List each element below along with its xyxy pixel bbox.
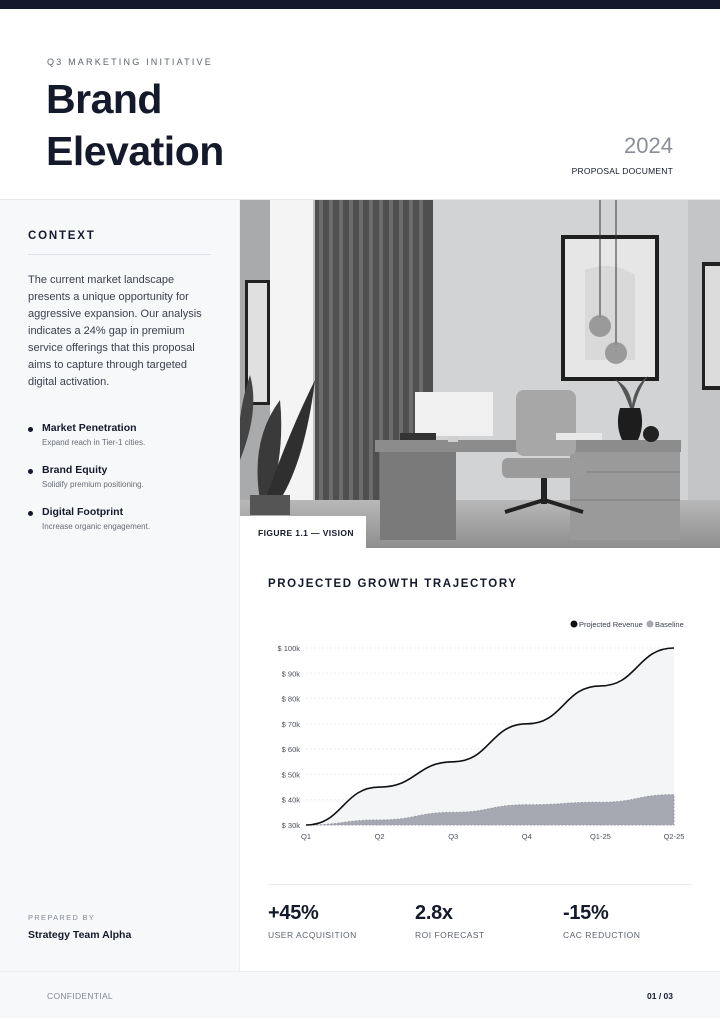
office-photo: [240, 200, 720, 548]
x-tick-label: Q2: [374, 832, 385, 841]
metric-value: +45%: [268, 902, 319, 924]
bullet-title: Brand Equity: [42, 464, 108, 476]
metric-value: 2.8x: [415, 902, 453, 924]
context-paragraph: The current market landscape presents a unique opportunity for aggressive expansion. Our analysis indicates a 24% gap in premium service offerings that this proposal aims to capture through targeted digital activation.: [28, 274, 202, 388]
bullet-subtitle: Solidify premium positioning.: [42, 480, 144, 489]
bullet-dot-icon: [28, 427, 33, 432]
x-tick-label: Q4: [521, 832, 532, 841]
y-tick-label: $ 100k: [277, 644, 300, 653]
document-header: [0, 9, 720, 200]
page-footer: [0, 971, 720, 1018]
metric-card: [268, 902, 357, 940]
metric-label: ROI FORECAST: [415, 930, 485, 940]
confidential-label: CONFIDENTIAL: [47, 991, 113, 1001]
figure-caption-box: [240, 516, 366, 548]
chart-title: PROJECTED GROWTH TRAJECTORY: [268, 578, 518, 590]
y-tick-label: $ 50k: [281, 770, 300, 780]
legend-marker-revenue: [571, 621, 578, 628]
metric-value: -15%: [563, 902, 609, 924]
office-illustration: [240, 200, 720, 548]
context-sidebar: [0, 200, 240, 971]
bullet-dot-icon: [28, 469, 33, 474]
legend-label-baseline: Baseline: [655, 620, 684, 629]
metrics-divider: [268, 884, 692, 885]
y-tick-label: $ 70k: [281, 719, 300, 729]
x-tick-label: Q2-25: [663, 832, 685, 841]
document-type: PROPOSAL DOCUMENT: [571, 166, 673, 176]
context-divider: [28, 254, 211, 255]
x-tick-label: Q3: [448, 832, 459, 841]
bullet-subtitle: Expand reach in Tier-1 cities.: [42, 438, 146, 447]
figure-caption: FIGURE 1.1 — VISION: [258, 528, 354, 538]
prepared-by-name: Strategy Team Alpha: [28, 929, 132, 941]
document-year: 2024: [624, 133, 673, 158]
legend-label-revenue: Projected Revenue: [579, 620, 643, 629]
y-tick-label: $ 90k: [281, 669, 300, 679]
y-tick-label: $ 30k: [281, 821, 300, 830]
bullet-title: Digital Footprint: [42, 506, 124, 518]
title-line-1: Brand: [46, 76, 162, 122]
bullet-title: Market Penetration: [42, 422, 137, 434]
kicker-label: Q3 MARKETING INITIATIVE: [47, 57, 213, 67]
page-title: [46, 73, 224, 177]
y-tick-label: $ 60k: [281, 745, 300, 755]
title-line-2: Elevation: [46, 128, 224, 174]
legend-marker-baseline: [647, 621, 654, 628]
y-tick-label: $ 40k: [281, 795, 300, 805]
growth-chart: [240, 600, 720, 850]
bullet-dot-icon: [28, 511, 33, 516]
page-number: 01 / 03: [647, 991, 673, 1001]
x-tick-label: Q1-25: [589, 832, 611, 841]
metric-label: USER ACQUISITION: [268, 930, 357, 940]
revenue-area: [306, 648, 674, 825]
metric-card: [415, 902, 485, 940]
bullet-subtitle: Increase organic engagement.: [42, 522, 151, 531]
y-tick-label: $ 80k: [281, 694, 300, 704]
context-heading: CONTEXT: [28, 230, 96, 242]
top-accent-bar: [0, 0, 720, 9]
metric-label: CAC REDUCTION: [563, 930, 641, 940]
prepared-by-label: PREPARED BY: [28, 913, 96, 922]
metric-card: [563, 902, 640, 940]
x-tick-label: Q1: [300, 832, 312, 841]
